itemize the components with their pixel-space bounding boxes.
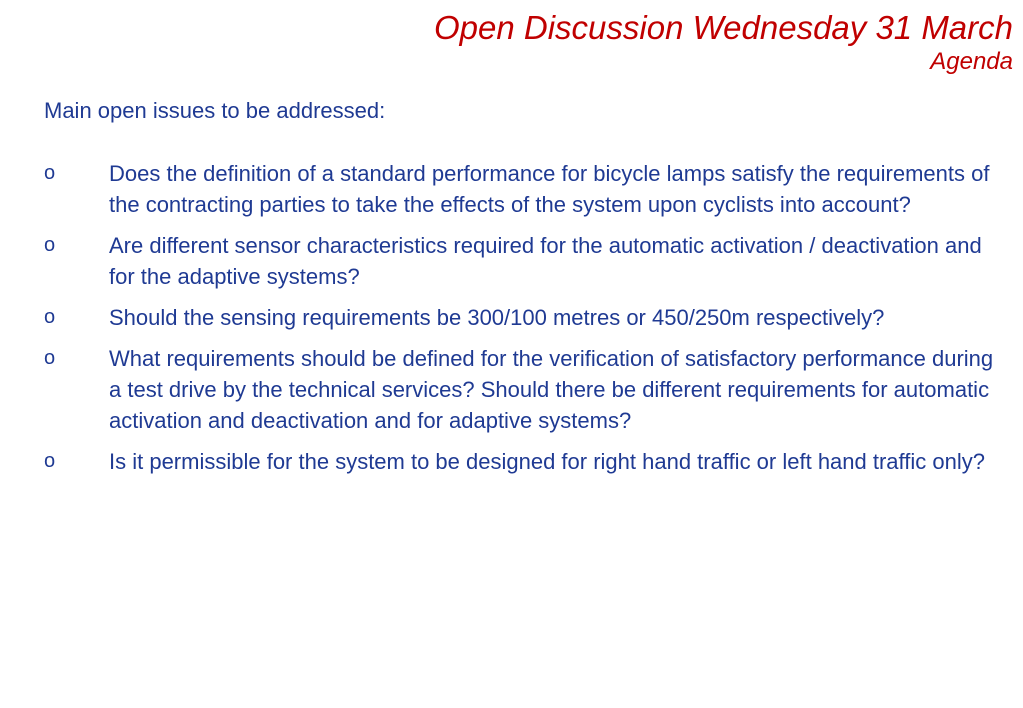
bullet-icon: o bbox=[44, 162, 56, 184]
issues-list bbox=[44, 158, 994, 487]
bullet-icon: o bbox=[44, 306, 56, 328]
issue-item bbox=[44, 446, 994, 477]
issue-text: Are different sensor characteristics required for the automatic activation / deactivation and for the adaptive systems? bbox=[109, 233, 982, 289]
issue-text: What requirements should be defined for the verification of satisfactory performance during a test drive by the technical services? Should there be different requirements for automatic activation and deactivation and for adaptive systems? bbox=[109, 346, 994, 433]
intro-text: Main open issues to be addressed: bbox=[44, 98, 386, 123]
slide-subtitle: Agenda bbox=[930, 48, 1013, 75]
issue-item bbox=[44, 158, 994, 220]
bullet-icon: o bbox=[44, 234, 56, 256]
issue-text: Should the sensing requirements be 300/100 metres or 450/250m respectively? bbox=[109, 305, 885, 330]
issue-item bbox=[44, 230, 994, 292]
issue-item bbox=[44, 343, 994, 436]
issue-item bbox=[44, 302, 994, 333]
bullet-icon: o bbox=[44, 450, 56, 472]
slide-title: Open Discussion Wednesday 31 March bbox=[433, 9, 1013, 46]
issue-text: Does the definition of a standard performance for bicycle lamps satisfy the requirements of the contracting parties to take the effects of the system upon cyclists into account? bbox=[109, 161, 990, 217]
title-block bbox=[434, 8, 1013, 76]
bullet-icon: o bbox=[44, 347, 56, 369]
issue-text: Is it permissible for the system to be designed for right hand traffic or left hand traffic only? bbox=[109, 449, 985, 474]
